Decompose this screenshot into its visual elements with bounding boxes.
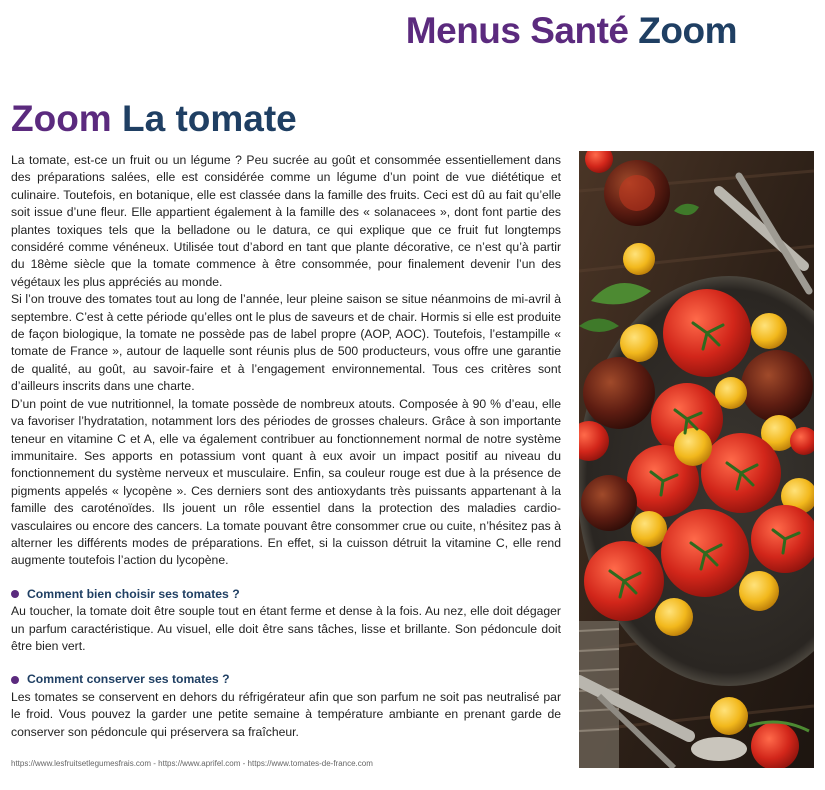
- paragraph-nutrition: D’un point de vue nutritionnel, la tomate possède de nombreux atouts. Composée à 90 % d’eau, elle va favoriser l’hydratation, notamment lors des périodes de grosses chaleurs. Grâce à son importante teneur en vitamine C et A, elle va également contribuer au fonctionnement normal de notre système immunitaire. Ses apports en potassium vont quant à eux avoir un impact positif au niveau du fonctionnement du système nerveux et musculaire. Enfin, sa couleur rouge est due à la présence de pigments appelés « lycopène ». Ces derniers sont des antioxydants très puissants appartenant à la famille des caroténoïdes. Ils jouent un rôle essentiel dans la protection des maladies cardio-vasculaires ou encore des cancers. La tomate pouvant être consommer crue ou cuite, n’hésitez pas à alterner les différents modes de préparations. En effet, si la cuisson détruit la vitamine C, elle rend augmente toutefois l’action du lycopène.: [11, 396, 561, 568]
- bullet-dot: [11, 590, 19, 598]
- tomato-photo: [579, 151, 814, 768]
- section-body-conserve: Les tomates se conservent en dehors du réfrigérateur afin que son parfum ne soit pas neutralisé par le froid. Vous pouvez la garder une petite semaine à température ambiante en prenant garde de conserver son pédoncule qui préservera sa fraîcheur.: [11, 689, 561, 739]
- article-title: [11, 98, 297, 140]
- section-body-choose: Au toucher, la tomate doit être souple tout en étant ferme et dense à la fois. Au nez, elle doit dégager un parfum caractéristique. Au visuel, elle doit être sans tâches, lisse et brillante. Son pédoncule doit être bien vert.: [11, 604, 561, 653]
- title-part-zoom: Zoom: [11, 98, 112, 139]
- header-word-zoom: Zoom: [638, 10, 737, 51]
- header-word-menus-sante: Menus Santé: [405, 10, 629, 51]
- article-body: [11, 152, 561, 741]
- paragraph-season: Si l’on trouve des tomates tout au long de l’année, leur pleine saison se situe néanmoins de mi-avril à septembre. C’est à cette période qu’elles ont le plus de saveurs et de chair. Hormis si elle est produite de façon biologique, la tomate ne possède pas de label propre (AOP, AOC). Toutefois, l’estampille « tomate de France », autour de laquelle sont réunis plus de 500 producteurs, vous offre une garantie de qualité, au goût, au savoir-faire et à l’engagement environnemental. Tous ces critères sont d’ailleurs inscrits dans une charte.: [11, 292, 561, 394]
- footer-sources: https://www.lesfruitsetlegumesfrais.com - https://www.aprifel.com - https://www.tomates-de-france.com: [11, 759, 373, 768]
- page-header: [406, 10, 737, 52]
- tomato-illustration: [579, 151, 814, 768]
- bullet-dot: [11, 676, 19, 684]
- section-heading-conserve: [11, 671, 561, 688]
- paragraph-intro: La tomate, est-ce un fruit ou un légume ? Peu sucrée au goût et consommée essentiellement dans des préparations salées, elle est considérée comme un légume d’un point de vue diététique et culinaire. Toutefois, en botanique, elle est classée dans la famille des fruits. Ceci est dû au fait qu’elle soit issue d’une fleur. Elle appartient également à la famille des « solanacees », dont font partie des plantes toxiques tels que la belladone ou le datura, ce qui explique que ce fruit fut longtemps considéré comme vénéneux. Utilisée tout d’abord en tant que plante décorative, ce n’est qu’à partir du 18ème siècle que la tomate commence à être consommée, pour finalement devenir l’un des végétaux les plus appréciés au monde.: [11, 153, 561, 289]
- section-heading-conserve-text: Comment conserver ses tomates ?: [27, 672, 230, 687]
- section-heading-choose: [11, 586, 561, 603]
- section-heading-choose-text: Comment bien choisir ses tomates ?: [27, 586, 240, 601]
- title-part-la-tomate: La tomate: [121, 98, 297, 139]
